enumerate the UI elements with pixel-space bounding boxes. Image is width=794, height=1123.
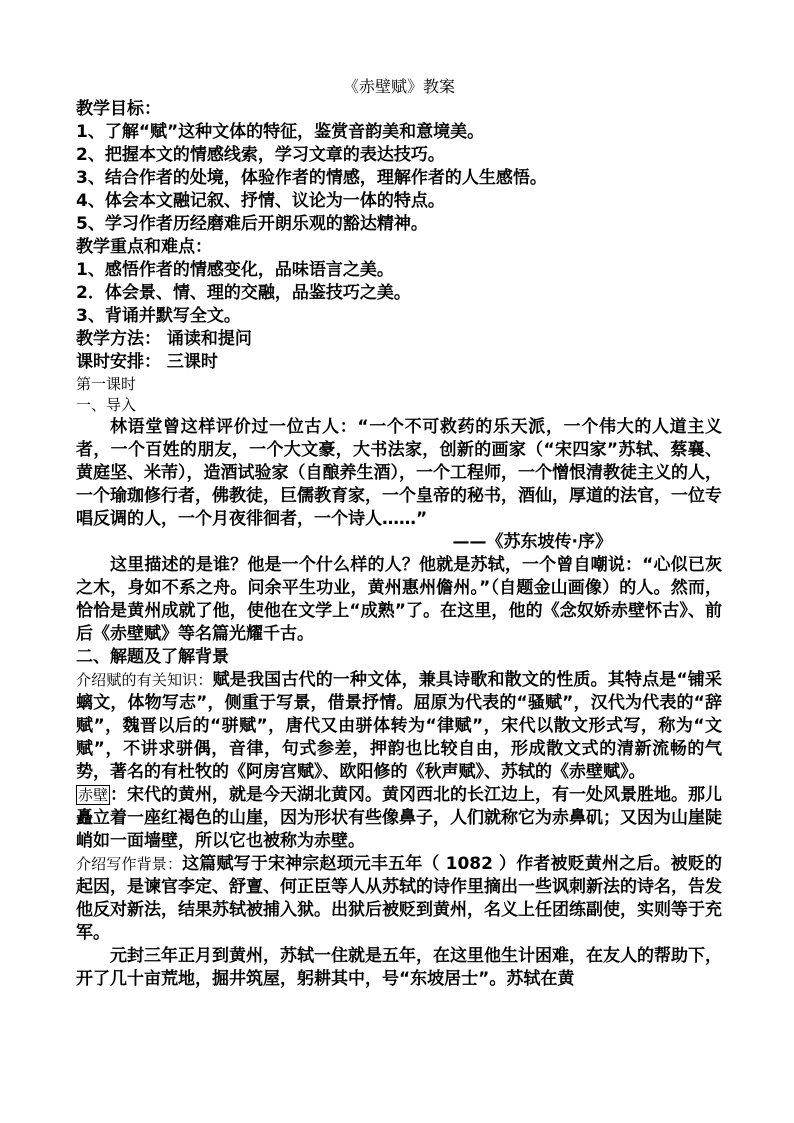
intro-paragraph: 这里描述的是谁？他是一个什么样的人？他就是苏轼，一个曾自嘲说：“心似已灰之木，身如不系之舟。问余平生功业，黄州惠州儋州。”（自题金山画像）的人。然而，恰恰是黄州成就了他，使他在文学上“成熟”了。在这里，他的《念奴娇赤壁怀古》、前后《赤壁赋》等名篇光耀千古。 <box>76 555 722 644</box>
objective-item: 1、了解“赋”这种文体的特征，鉴赏音韵美和意境美。 <box>76 122 485 142</box>
fu-knowledge-paragraph <box>76 669 722 784</box>
key-point-item: 1、感悟作者的情感变化，品味语言之美。 <box>76 260 394 280</box>
objective-item: 4、体会本文融记叙、抒情、议论为一体的特点。 <box>76 191 445 211</box>
objectives-heading: 教学目标： <box>76 99 161 119</box>
intro-quote-paragraph: 林语堂曾这样评价过一位古人：“一个不可救药的乐天派，一个伟大的人道主义者，一个百姓的朋友，一个大文豪，大书法家，创新的画家（“宋四家”苏轼、蔡襄、黄庭坚、米芾），造酒试验家（自酿养生酒），一个工程师，一个憎恨清教徒主义的人，一个瑜珈修行者，佛教徒，巨儒教育家，一个皇帝的秘书，酒仙，厚道的法官，一位专唱反调的人，一个月夜徘徊者，一个诗人……” <box>76 417 722 529</box>
objective-item: 3、结合作者的处境，体验作者的情感，理解作者的人生感悟。 <box>76 168 547 188</box>
key-point-item: 2．体会景、情、理的交融，品鉴技巧之美。 <box>76 283 411 303</box>
fu-knowledge-label: 介绍赋的有关知识： <box>76 671 213 689</box>
document-content <box>76 76 722 991</box>
writing-background-label: 介绍写作背景： <box>76 855 183 873</box>
lesson-one-heading: 第一课时 <box>76 375 137 393</box>
chibi-paragraph <box>76 784 722 853</box>
objective-item: 5、学习作者历经磨难后开朗乐观的豁达精神。 <box>76 214 428 234</box>
quote-source: ——《苏东坡传·序》 <box>452 532 612 552</box>
writing-background-text: 这篇赋写于宋神宗赵顼元丰五年（ 1082 ）作者被贬黄州之后。被贬的起因，是谏官李定、舒亶、何正臣等人从苏轼的诗作里摘出一些讽刺新法的诗名，告发他反对新法，结果苏轼被捕入狱。出狱后被贬到黄州，名义上任团练副使，实则等于充军。 <box>76 854 722 943</box>
fu-knowledge-text: 赋是我国古代的一种文体，兼具诗歌和散文的性质。其特点是“铺采螭文，体物写志”，侧重于写景，借景抒情。屈原为代表的“骚赋”，汉代为代表的“辞赋”，魏晋以后的“骈赋”，唐代又由骈体转为“律赋”，宋代以散文形式写，称为“文赋”，不讲求骈偶，音律，句式参差，押韵也比较自由，形成散文式的清新流畅的气势，著名的有杜牧的《阿房宫赋》、欧阳修的《秋声赋》、苏轼的《赤壁赋》。 <box>76 670 722 782</box>
chibi-text: ：宋代的黄州，就是今天湖北黄冈。黄冈西北的长江边上，有一处风景胜地。那儿矗立着一座红褐色的山崖，因为形状有些像鼻子，人们就称它为赤鼻矶；又因为山崖陡峭如一面墙壁，所以它也被称为赤壁。 <box>76 785 723 851</box>
objective-item: 2、把握本文的情感线索，学习文章的表达技巧。 <box>76 145 445 165</box>
lesson-schedule: 课时安排： 三课时 <box>76 352 218 372</box>
document-title: 《赤壁赋》教案 <box>342 77 455 96</box>
section-intro-heading: 一、导入 <box>76 396 137 414</box>
writing-background-paragraph <box>76 853 722 945</box>
section-background-heading: 二、解题及了解背景 <box>76 647 229 667</box>
huangzhou-paragraph: 元封三年正月到黄州，苏轼一住就是五年，在这里他生计困难，在友人的帮助下，开了几十亩荒地，掘井筑屋，躬耕其中，号“东坡居士”。苏轼在黄 <box>76 946 722 989</box>
key-point-item: 3、背诵并默写全文。 <box>76 306 241 326</box>
key-points-heading: 教学重点和难点： <box>76 237 212 257</box>
teaching-method: 教学方法： 诵读和提问 <box>76 329 252 349</box>
chibi-label: 赤壁 <box>78 786 109 804</box>
